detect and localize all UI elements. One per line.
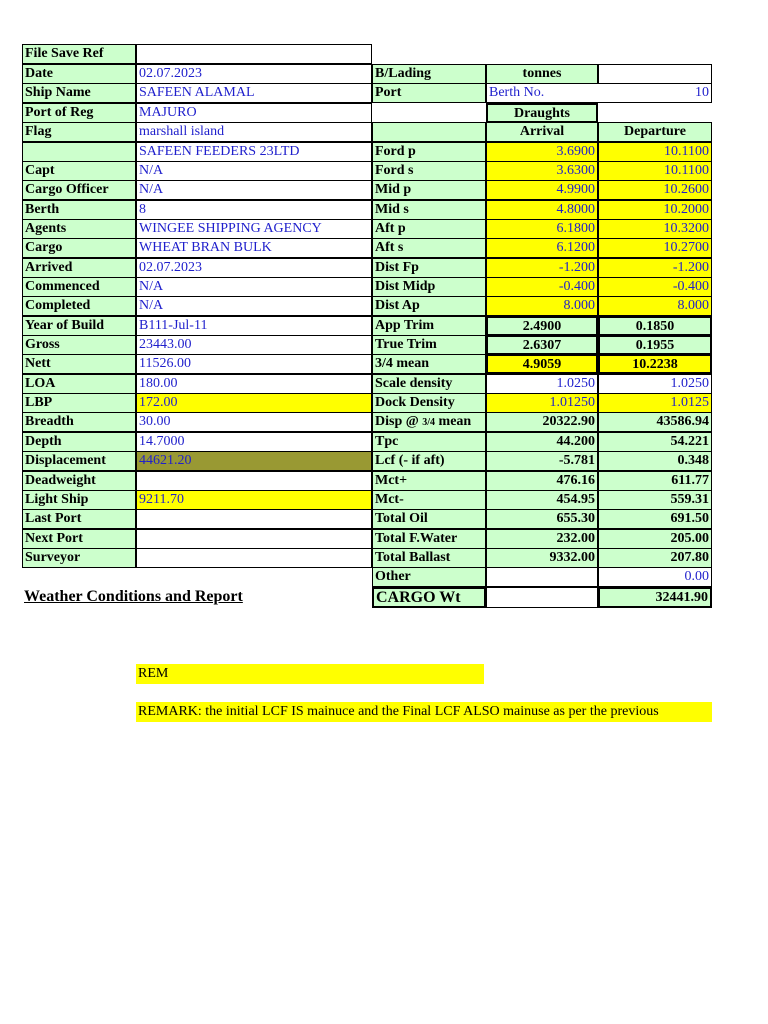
survey-row-departure[interactable]: 1.0125 [598, 393, 712, 413]
survey-row-label: Scale density [372, 374, 486, 394]
cargo-wt-arrival [486, 587, 598, 608]
displacement-label: Displacement [22, 451, 136, 471]
survey-row-departure[interactable]: 8.000 [598, 296, 712, 316]
survey-row-arrival: 4.9059 [486, 354, 598, 374]
survey-row-label: Aft s [372, 238, 486, 258]
survey-row-label: Mct- [372, 490, 486, 510]
b-lading-value[interactable] [598, 64, 712, 84]
survey-row-label: Disp @ 3/4 mean [372, 412, 486, 432]
survey-row-label: Total Ballast [372, 548, 486, 568]
date-value[interactable]: 02.07.2023 [136, 64, 372, 84]
survey-row-label: Dist Midp [372, 277, 486, 297]
file-save-ref-value[interactable] [136, 44, 372, 64]
lbp-label: LBP [22, 393, 136, 413]
lbp-value[interactable]: 172.00 [136, 393, 372, 413]
cargo-wt-label: CARGO Wt [372, 587, 486, 608]
survey-row-arrival[interactable]: -1.200 [486, 258, 598, 278]
depth-value[interactable]: 14.7000 [136, 432, 372, 452]
owner-value[interactable]: SAFEEN FEEDERS 23LTD [136, 142, 372, 162]
survey-row-departure: 0.348 [598, 451, 712, 471]
survey-row-arrival: 44.200 [486, 432, 598, 452]
survey-row-departure[interactable]: -0.400 [598, 277, 712, 297]
rem-label: REM [136, 664, 484, 684]
cargo-officer-value[interactable]: N/A [136, 180, 372, 200]
berth-no-value[interactable]: 10 [598, 83, 712, 103]
survey-row-departure[interactable]: -1.200 [598, 258, 712, 278]
breadth-label: Breadth [22, 412, 136, 432]
survey-row-label: Mct+ [372, 471, 486, 491]
displacement-value[interactable]: 44621.20 [136, 451, 372, 471]
survey-row-label: Tpc [372, 432, 486, 452]
year-of-build-value[interactable]: B111-Jul-11 [136, 316, 372, 336]
next-port-value[interactable] [136, 529, 372, 549]
port-of-reg-value[interactable]: MAJURO [136, 103, 372, 123]
capt-label: Capt [22, 161, 136, 181]
survey-row-departure[interactable]: 1.0250 [598, 374, 712, 394]
survey-row-departure: 54.221 [598, 432, 712, 452]
survey-row-departure: 0.1955 [598, 335, 712, 355]
cargo-wt-departure: 32441.90 [598, 587, 712, 608]
survey-row-departure: 0.1850 [598, 316, 712, 336]
survey-row-label: Other [372, 567, 486, 587]
loa-value[interactable]: 180.00 [136, 374, 372, 394]
breadth-value[interactable]: 30.00 [136, 412, 372, 432]
survey-row-arrival[interactable]: -0.400 [486, 277, 598, 297]
survey-row-arrival[interactable]: 3.6300 [486, 161, 598, 181]
completed-value[interactable]: N/A [136, 296, 372, 316]
next-port-label: Next Port [22, 529, 136, 549]
ship-name-label: Ship Name [22, 83, 136, 103]
flag-label: Flag [22, 122, 136, 142]
survey-row-arrival[interactable]: 4.9900 [486, 180, 598, 200]
gross-label: Gross [22, 335, 136, 355]
survey-row-label: Total F.Water [372, 529, 486, 549]
arrived-value[interactable]: 02.07.2023 [136, 258, 372, 278]
agents-label: Agents [22, 219, 136, 239]
last-port-label: Last Port [22, 509, 136, 529]
surveyor-value[interactable] [136, 548, 372, 568]
owner-label [22, 142, 136, 162]
light-ship-value[interactable]: 9211.70 [136, 490, 372, 510]
survey-row-arrival: 2.6307 [486, 335, 598, 355]
cargo-officer-label: Cargo Officer [22, 180, 136, 200]
berth-value[interactable]: 8 [136, 200, 372, 220]
survey-row-arrival[interactable]: 1.01250 [486, 393, 598, 413]
survey-row-label: Dist Ap [372, 296, 486, 316]
loa-label: LOA [22, 374, 136, 394]
column-header-blank [372, 122, 486, 142]
capt-value[interactable]: N/A [136, 161, 372, 181]
arrival-header: Arrival [486, 122, 598, 142]
draughts-header: Draughts [486, 103, 598, 123]
survey-row-departure: 43586.94 [598, 412, 712, 432]
survey-row-departure: 205.00 [598, 529, 712, 549]
survey-row-arrival[interactable]: 6.1800 [486, 219, 598, 239]
agents-value[interactable]: WINGEE SHIPPING AGENCY [136, 219, 372, 239]
file-save-ref-label: File Save Ref [22, 44, 136, 64]
survey-row-label: Ford p [372, 142, 486, 162]
survey-row-departure: 691.50 [598, 509, 712, 529]
survey-row-label: App Trim [372, 316, 486, 336]
survey-row-arrival: 655.30 [486, 509, 598, 529]
date-label: Date [22, 64, 136, 84]
survey-row-label: Ford s [372, 161, 486, 181]
year-of-build-label: Year of Build [22, 316, 136, 336]
survey-row-label: Lcf (- if aft) [372, 451, 486, 471]
survey-row-departure: 559.31 [598, 490, 712, 510]
survey-row-arrival: 2.4900 [486, 316, 598, 336]
survey-row-label: Total Oil [372, 509, 486, 529]
ship-name-value[interactable]: SAFEEN ALAMAL [136, 83, 372, 103]
port-of-reg-label: Port of Reg [22, 103, 136, 123]
last-port-value[interactable] [136, 509, 372, 529]
survey-row-arrival[interactable]: 4.8000 [486, 200, 598, 220]
departure-header: Departure [598, 122, 712, 142]
port-label: Port [372, 83, 486, 103]
survey-row-departure[interactable]: 10.3200 [598, 219, 712, 239]
survey-row-arrival: 476.16 [486, 471, 598, 491]
survey-row-label: Aft p [372, 219, 486, 239]
completed-label: Completed [22, 296, 136, 316]
survey-row-label: Mid p [372, 180, 486, 200]
survey-row-arrival[interactable]: 8.000 [486, 296, 598, 316]
survey-row-arrival: 454.95 [486, 490, 598, 510]
survey-row-label: True Trim [372, 335, 486, 355]
commenced-label: Commenced [22, 277, 136, 297]
survey-row-departure[interactable]: 10.2600 [598, 180, 712, 200]
survey-row-label: Dist Fp [372, 258, 486, 278]
cargo-value[interactable]: WHEAT BRAN BULK [136, 238, 372, 258]
survey-row-arrival[interactable]: 6.1200 [486, 238, 598, 258]
berth-no-label: Berth No. [486, 83, 598, 103]
survey-row-arrival: 232.00 [486, 529, 598, 549]
survey-row-departure[interactable]: 10.2000 [598, 200, 712, 220]
survey-row-departure: 207.80 [598, 548, 712, 568]
survey-row-arrival: 20322.90 [486, 412, 598, 432]
survey-row-departure[interactable]: 10.1100 [598, 142, 712, 162]
arrived-label: Arrived [22, 258, 136, 278]
survey-row-label: Mid s [372, 200, 486, 220]
commenced-value[interactable]: N/A [136, 277, 372, 297]
survey-row-label: Dock Density [372, 393, 486, 413]
cargo-label: Cargo [22, 238, 136, 258]
nett-value[interactable]: 11526.00 [136, 354, 372, 374]
deadweight-value[interactable] [136, 471, 372, 491]
survey-row-arrival[interactable]: 1.0250 [486, 374, 598, 394]
b-lading-unit: tonnes [486, 64, 598, 84]
survey-row-departure: 611.77 [598, 471, 712, 491]
survey-row-departure[interactable]: 10.1100 [598, 161, 712, 181]
gross-value[interactable]: 23443.00 [136, 335, 372, 355]
flag-value[interactable]: marshall island [136, 122, 372, 142]
berth-label: Berth [22, 200, 136, 220]
depth-label: Depth [22, 432, 136, 452]
survey-row-arrival: -5.781 [486, 451, 598, 471]
surveyor-label: Surveyor [22, 548, 136, 568]
survey-row-departure: 10.2238 [598, 354, 712, 374]
survey-row-arrival: 9332.00 [486, 548, 598, 568]
b-lading-label: B/Lading [372, 64, 486, 84]
weather-heading: Weather Conditions and Report [24, 588, 243, 605]
light-ship-label: Light Ship [22, 490, 136, 510]
remark-text: REMARK: the initial LCF IS mainuce and the Final LCF ALSO mainuse as per the previous [136, 702, 712, 722]
survey-row-departure[interactable]: 10.2700 [598, 238, 712, 258]
deadweight-label: Deadweight [22, 471, 136, 491]
survey-row-label: 3/4 mean [372, 354, 486, 374]
survey-row-arrival[interactable] [486, 567, 598, 587]
survey-row-departure[interactable]: 0.00 [598, 567, 712, 587]
survey-row-arrival[interactable]: 3.6900 [486, 142, 598, 162]
nett-label: Nett [22, 354, 136, 374]
